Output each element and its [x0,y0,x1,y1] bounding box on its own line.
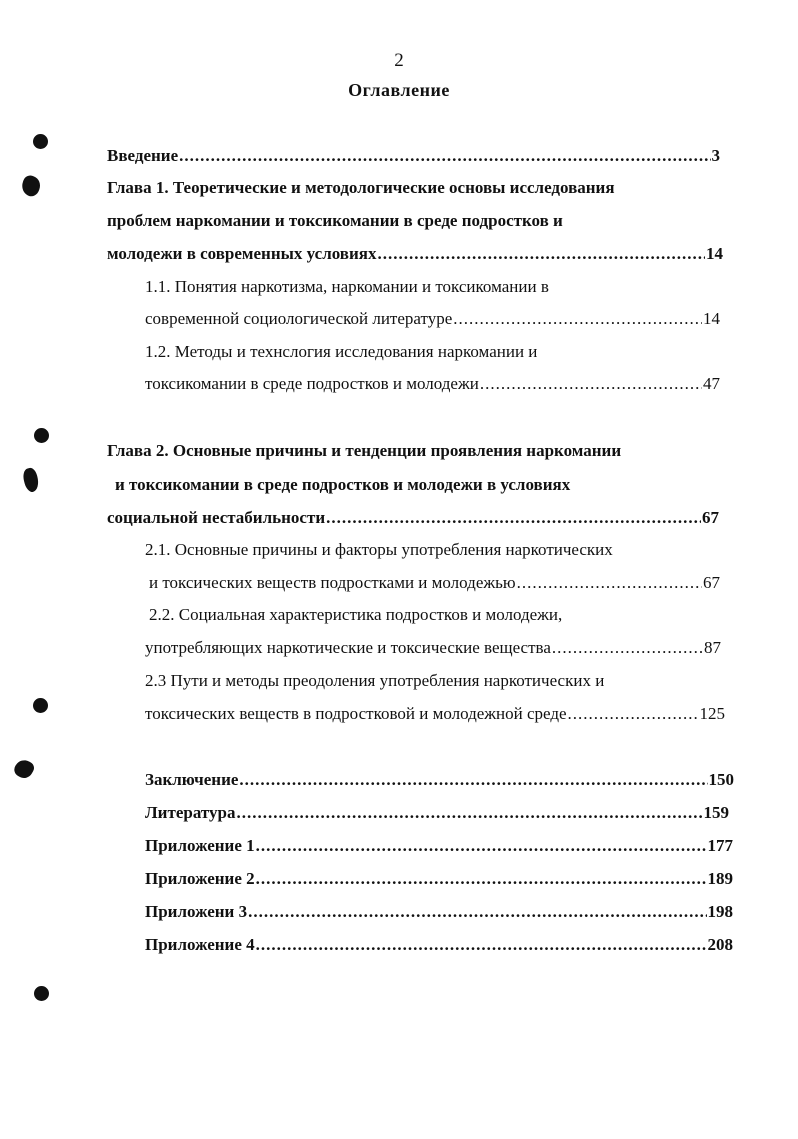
toc-leader [377,244,705,264]
chapter1-title-line: Глава 1. Теоретические и методологические основы исследования [107,178,615,197]
toc-label: Приложение 4 [145,935,255,954]
toc-entry-literature [145,803,729,823]
toc-page: 208 [707,935,733,954]
toc-page: 159 [703,803,729,822]
toc-page: 14 [706,244,723,263]
toc-page: 67 [702,508,719,527]
punch-hole [34,986,49,1001]
toc-leader [568,704,699,724]
toc-page: 87 [704,638,721,657]
toc-leader [326,508,701,528]
toc-page: 47 [703,374,720,393]
toc-entry-appendix-4 [145,935,733,955]
toc-label: токсических веществ в подростковой и молодежной среде [145,704,567,723]
toc-page: 150 [708,770,734,789]
punch-hole [34,428,49,443]
ink-blot [21,467,41,494]
toc-leader [236,803,702,823]
toc-page: 189 [707,869,733,888]
ink-blot [12,757,37,782]
toc-label: Приложени 3 [145,902,248,921]
toc-page: 67 [703,573,720,592]
toc-entry-appendix-3 [145,902,733,922]
toc-label: токсикомании в среде подростков и молодежи [145,374,479,393]
section-title-line: 2.1. Основные причины и факторы употребления наркотических [145,540,613,559]
toc-label: Приложение 2 [145,869,255,888]
toc-label: молодежи в современных условиях [107,244,377,263]
toc-leader [256,935,707,955]
toc-leader [256,869,707,889]
section-title-line: 1.1. Понятия наркотизма, наркомании и токсикомании в [145,277,549,296]
toc-entry-appendix-2 [145,869,733,889]
toc-label: употребляющих наркотические и токсические вещества [145,638,551,657]
chapter2-title-line: Глава 2. Основные причины и тенденции проявления наркомании [107,441,622,460]
page-title: Оглавление [348,80,450,100]
ink-blot [19,174,43,199]
toc-label: Приложение 1 [145,836,255,855]
punch-hole [33,134,48,149]
toc-page: 177 [707,836,733,855]
toc-label: современной социологической литературе [145,309,453,328]
toc-page: 3 [711,146,720,165]
toc-label: Введение [107,146,179,165]
toc-leader [517,573,702,593]
toc-label: Заключение [145,770,239,789]
page-number: 2 [394,50,404,71]
toc-page: 14 [703,309,720,328]
section-title-line: 2.3 Пути и методы преодоления употребления наркотических и [145,671,605,690]
toc-label: Литература [145,803,236,822]
toc-leader [179,146,710,166]
toc-label: социальной нестабильности [107,508,326,527]
toc-leader [256,836,707,856]
toc-entry-chapter1 [107,244,723,264]
toc-entry-appendix-1 [145,836,733,856]
toc-entry-section-1-1 [145,309,720,329]
toc-label: и токсических веществ подростками и молодежью [149,573,516,592]
section-title-line: 1.2. Методы и технслогия исследования наркомании и [145,342,538,361]
toc-entry-section-1-2 [145,374,720,394]
toc-entry-section-2-3 [145,704,725,724]
toc-entry-section-2-1 [149,573,720,593]
toc-page: 125 [699,704,725,723]
toc-leader [480,374,702,394]
section-title-line: 2.2. Социальная характеристика подростков и молодежи, [149,605,563,624]
toc-entry-conclusion [145,770,734,790]
toc-leader [248,902,706,922]
toc-entry-introduction [107,146,720,166]
toc-leader [552,638,703,658]
chapter2-title-line: и токсикомании в среде подростков и молодежи в условиях [115,475,571,494]
toc-entry-section-2-2 [145,638,721,658]
punch-hole [33,698,48,713]
toc-page: 198 [707,902,733,921]
chapter1-title-line: проблем наркомании и токсикомании в среде подростков и [107,211,563,230]
toc-entry-chapter2 [107,508,719,528]
toc-leader [239,770,707,790]
toc-leader [453,309,702,329]
